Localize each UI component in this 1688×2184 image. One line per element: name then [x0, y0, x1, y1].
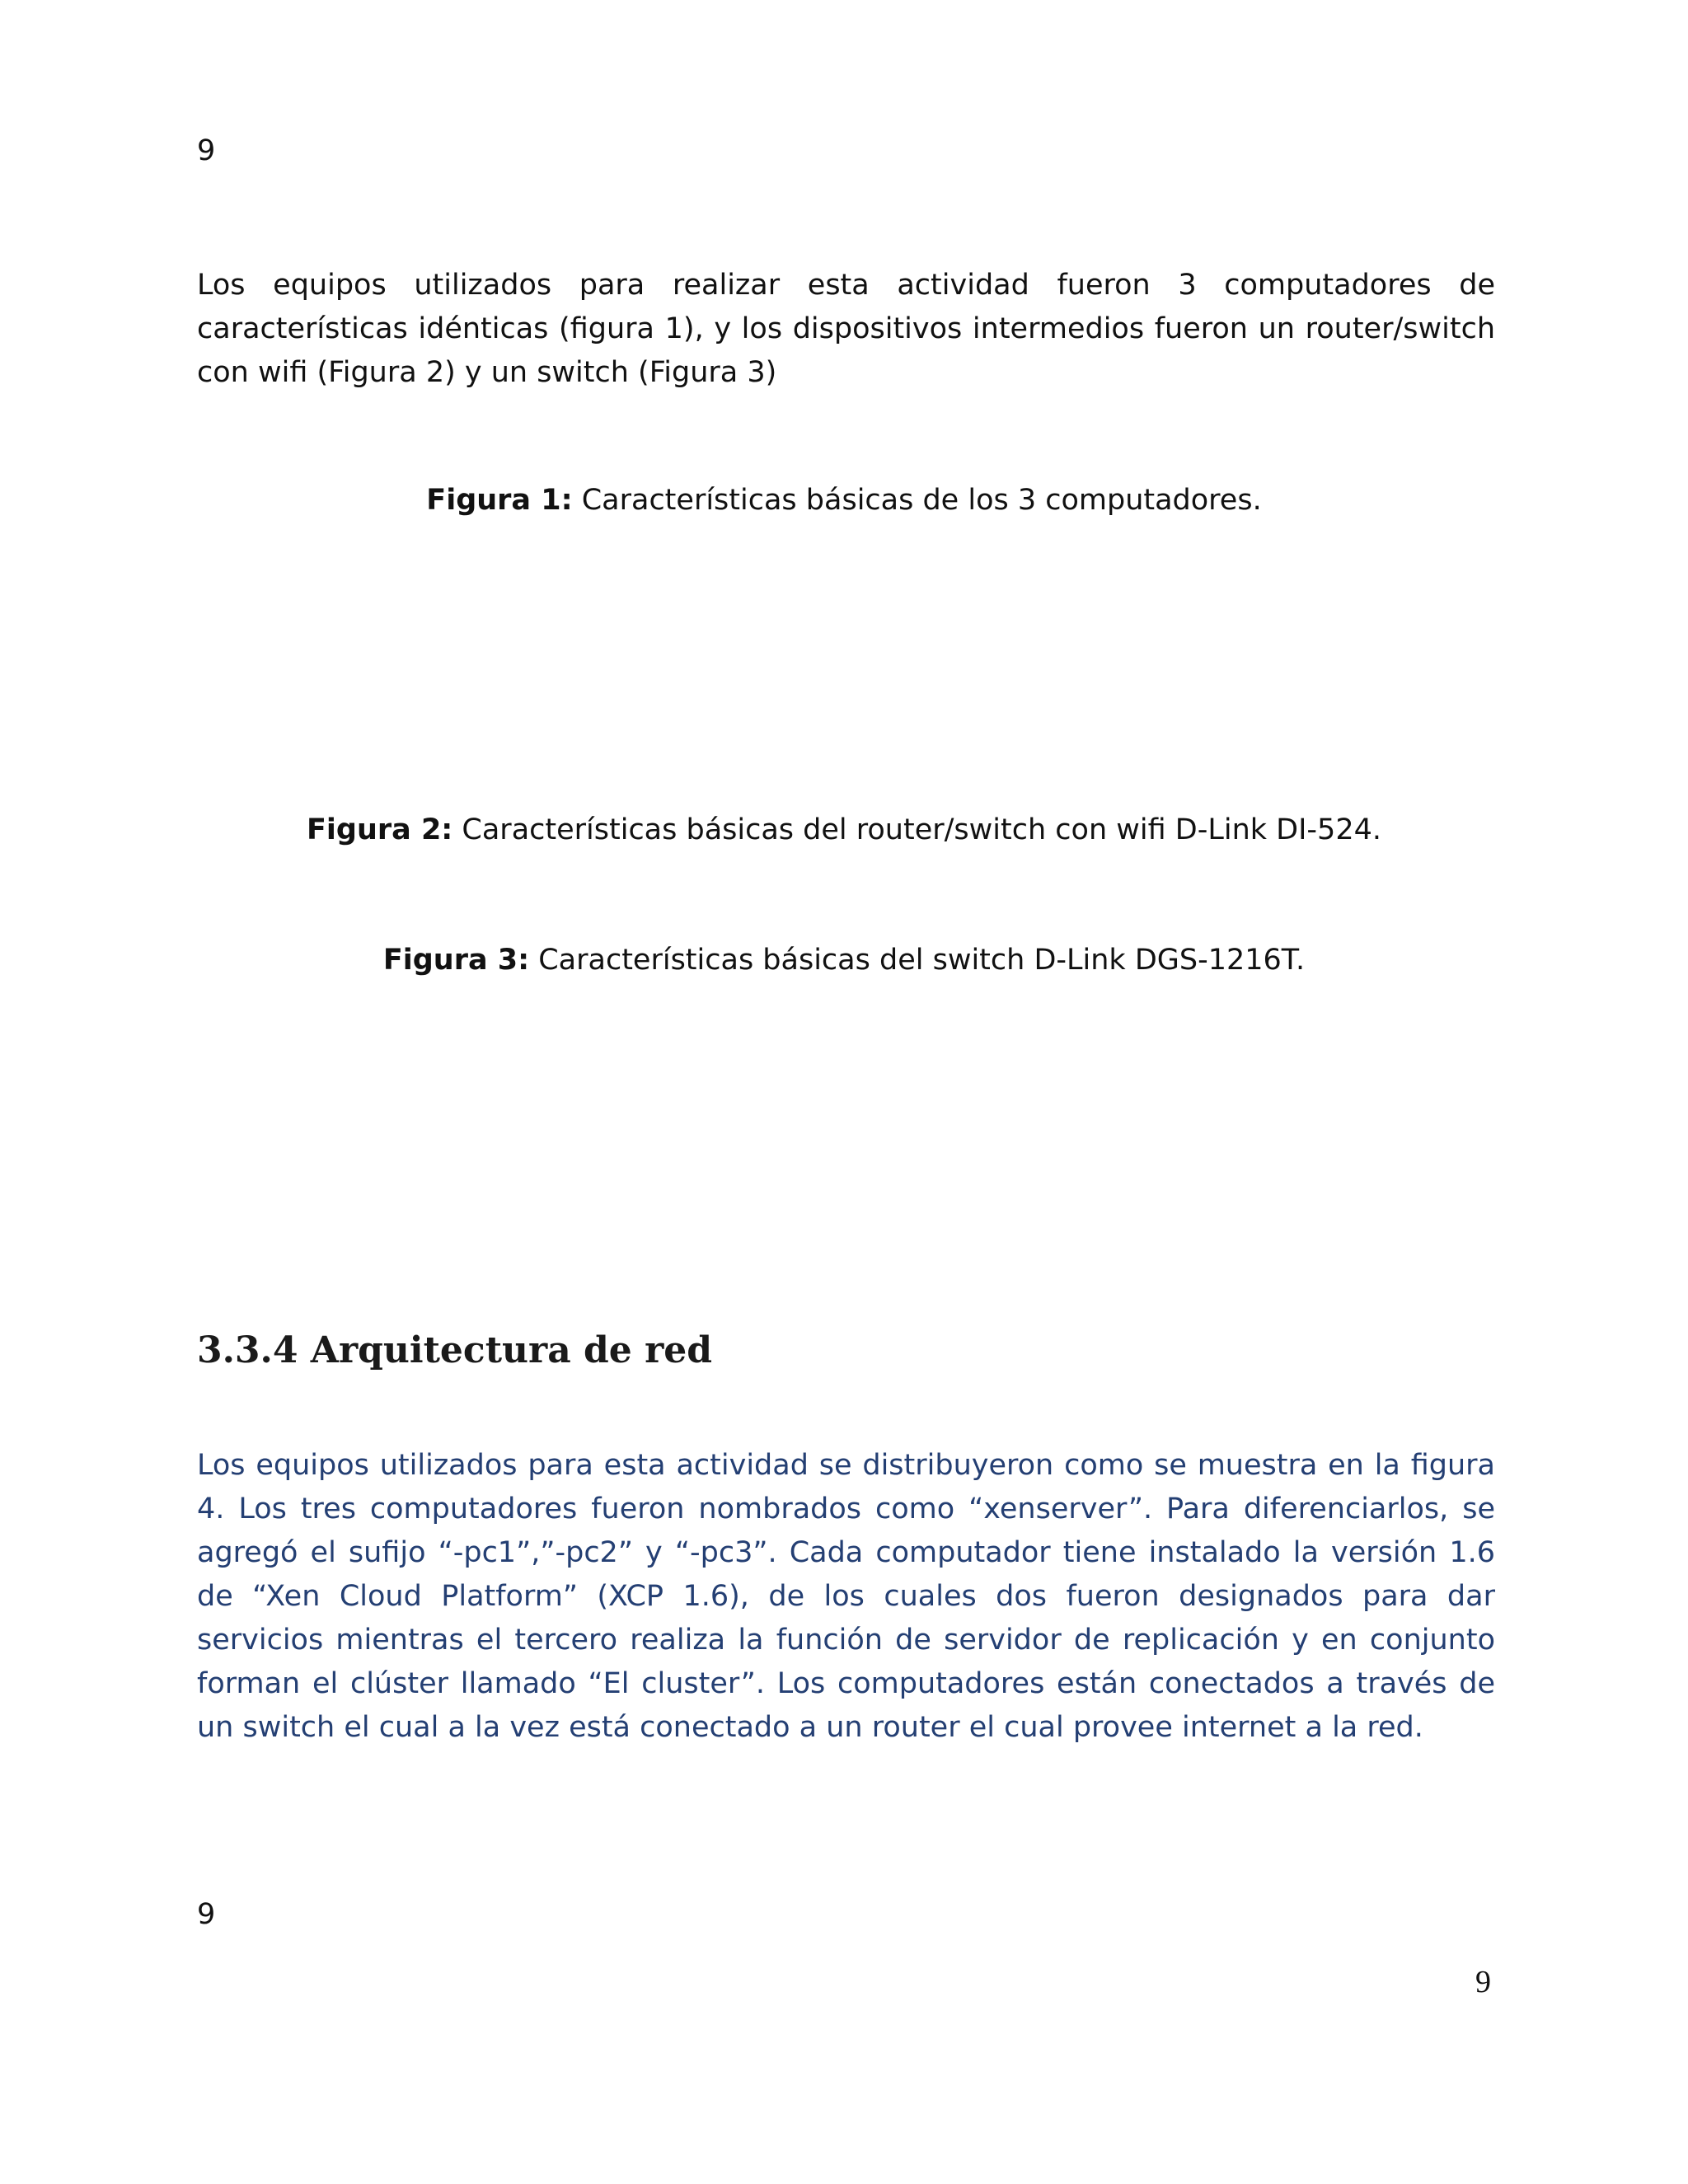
figure-3-caption [0, 943, 1688, 977]
page-number-bottom-left: 9 [197, 1898, 216, 1931]
intro-paragraph: Los equipos utilizados para realizar esta actividad fueron 3 computadores de características idénticas (figura 1), y los dispositivos intermedios fueron un router/switch con wifi (Figura 2) y un switch (Figura 3) [197, 269, 1495, 389]
figure-1-caption-text: Características básicas de los 3 computadores. [572, 484, 1262, 517]
figure-3-label: Figura 3: [382, 944, 530, 977]
figure-2-label: Figura 2: [307, 813, 453, 846]
page-number-bottom-right: 9 [1475, 1965, 1491, 1999]
architecture-paragraph: Los equipos utilizados para esta actividad se distribuyeron como se muestra en la figura 4. Los tres computadores fueron nombrados como “xenserver”. Para diferenciarlos, se agregó el sufijo “-pc1”,”-pc2” y “-pc3”. Cada computador tiene instalado la versión 1.6 de “Xen Cloud Platform” (XCP 1.6), de los cuales dos fueron designados para dar servicios mientras el tercero realiza la función de servidor de replicación y en conjunto forman el clúster llamado “El cluster”. Los computadores están conectados a través de un switch el cual a la vez está conectado a un router el cual provee internet a la red. [197, 1449, 1495, 1744]
figure-2-caption [0, 813, 1688, 847]
page-number-top: 9 [197, 134, 216, 167]
section-heading: 3.3.4 Arquitectura de red [197, 1329, 713, 1371]
figure-2-caption-text: Características básicas del router/switch con wifi D-Link DI-524. [452, 813, 1381, 846]
figure-1-label: Figura 1: [426, 484, 573, 517]
figure-1-caption [0, 483, 1688, 518]
figure-3-caption-text: Características básicas del switch D-Link DGS-1216T. [529, 944, 1306, 977]
